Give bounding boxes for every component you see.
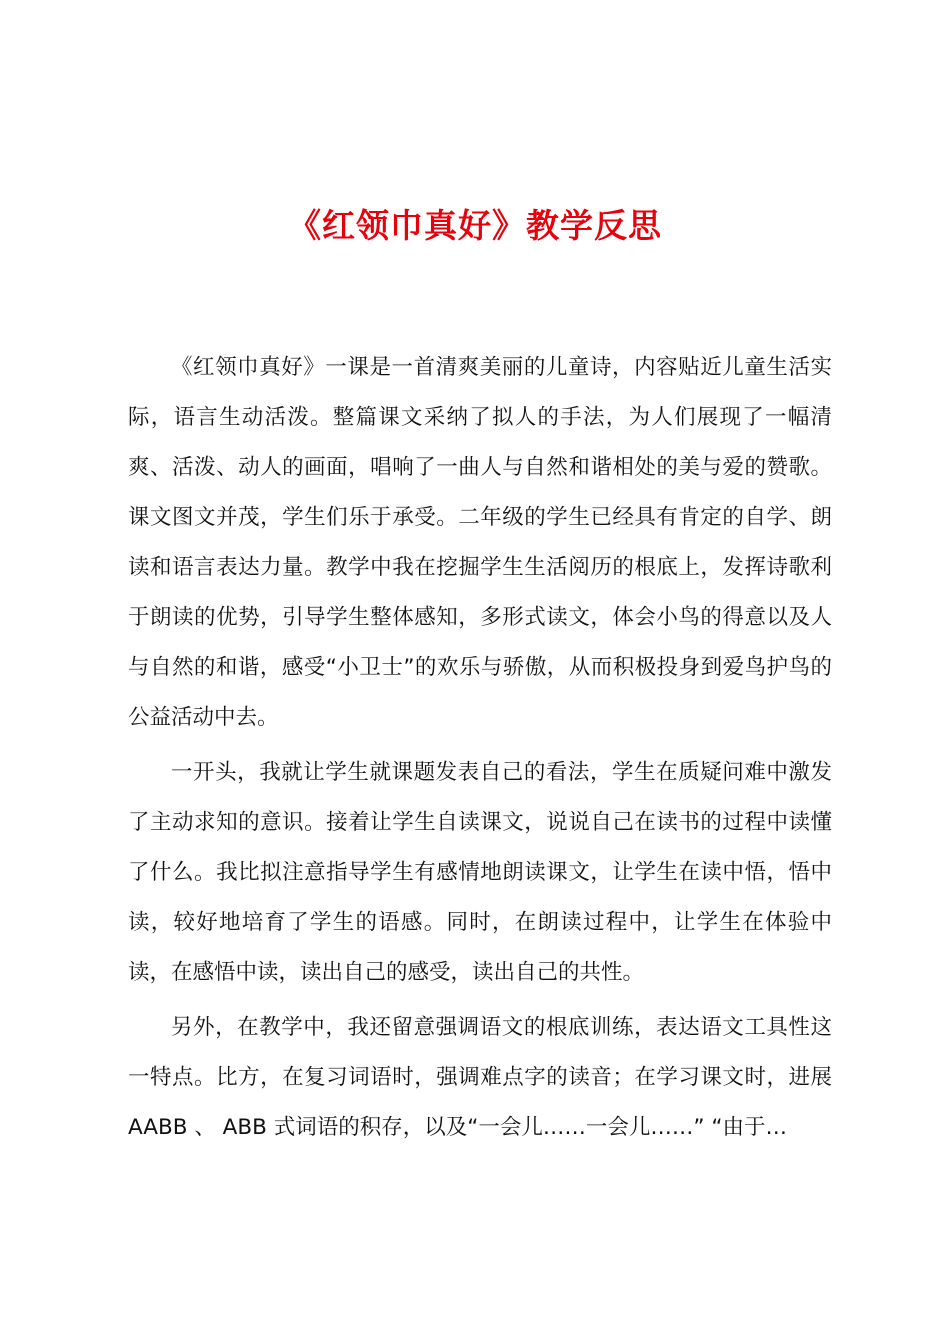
document-title: 《红领巾真好》教学反思 <box>288 206 662 245</box>
paragraph-teaching-process: 一开头，我就让学生就课题发表自己的看法，学生在质疑问难中激发了主动求知的意识。接着让学生自读课文，说说自己在读书的过程中读懂了什么。我比拟注意指导学生有感情地朗读课文，让学生在读中悟，悟中读，较好地培育了学生的语感。同时，在朗读过程中，让学生在体验中读，在感悟中读，读出自己的感受，读出自己的共性。 <box>128 760 832 985</box>
paragraph-basic-training: 另外，在教学中，我还留意强调语文的根底训练，表达语文工具性这一特点。比方，在复习词语时，强调难点字的读音；在学习课文时，进展 AABB 、 ABB 式词语的积存，以及“一会儿……一会儿……” “由于… <box>128 1015 832 1140</box>
document-body <box>128 343 832 1158</box>
paragraph-intro: 《红领巾真好》一课是一首清爽美丽的儿童诗，内容贴近儿童生活实际，语言生动活泼。整篇课文采纳了拟人的手法，为人们展现了一幅清爽、活泼、动人的画面，唱响了一曲人与自然和谐相处的美与爱的赞歌。课文图文并茂，学生们乐于承受。二年级的学生已经具有肯定的自学、朗读和语言表达力量。教学中我在挖掘学生生活阅历的根底上，发挥诗歌利于朗读的优势，引导学生整体感知，多形式读文，体会小鸟的得意以及人与自然的和谐，感受“小卫士”的欢乐与骄傲，从而积极投身到爱鸟护鸟的公益活动中去。 <box>128 355 832 730</box>
